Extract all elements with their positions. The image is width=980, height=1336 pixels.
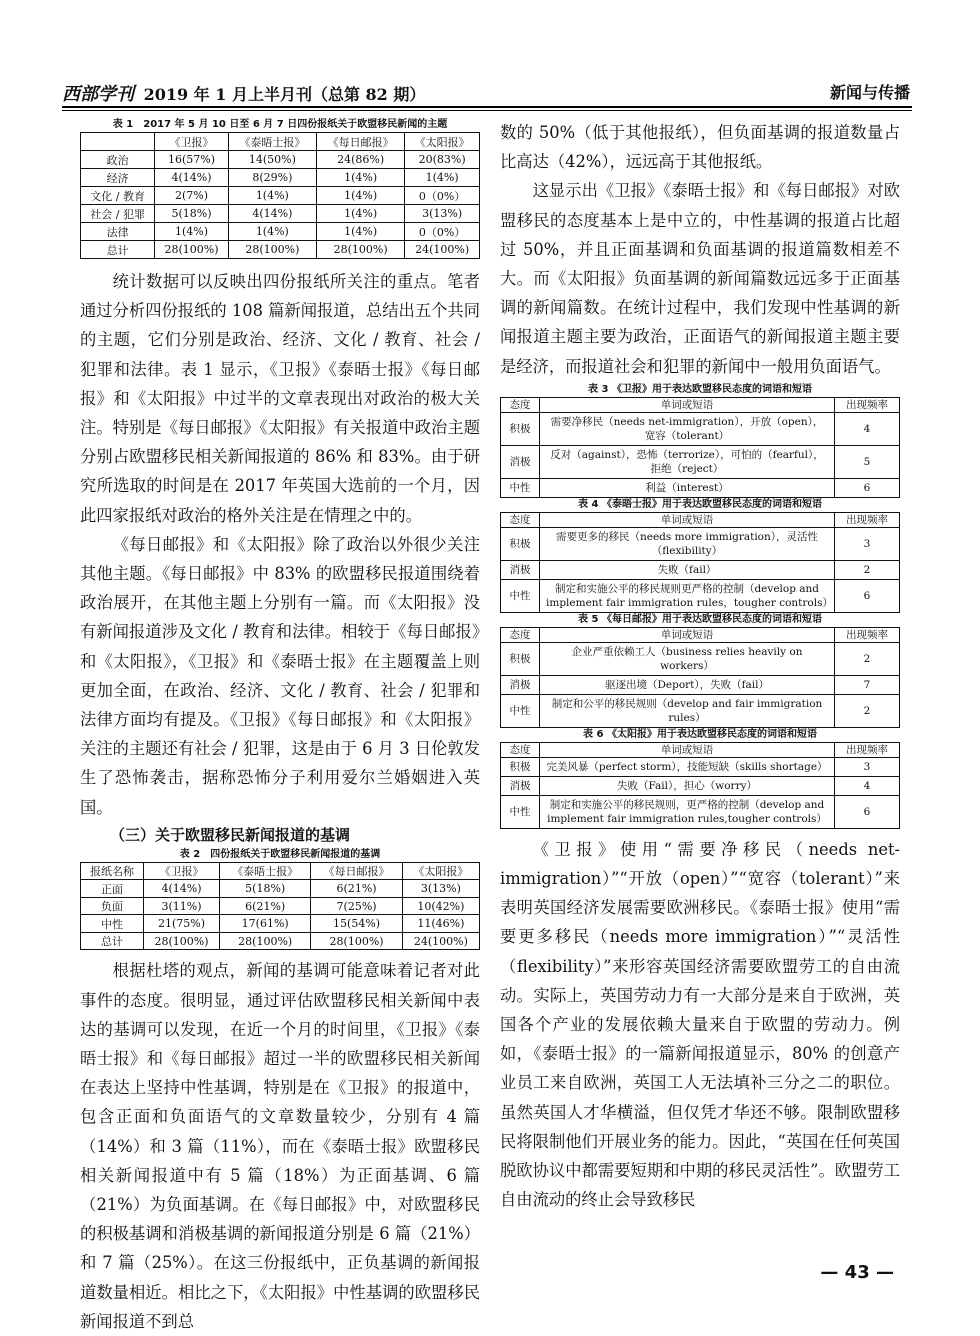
body-paragraph: 《卫报》使用“需要净移民（needs net-immigration）”“开放（open）”“宽容（tolerant）”来表明英国经济发展需要欧洲移民。《泰晤士报》使用“需要更多移民（needs more immigration）”“灵活性（flexibility）”来形容英国经济需要欧盟劳工的自由流动。实际上，英国劳动力有一大部分是来自于欧洲，英国各个产业的发展依赖大量来自于欧盟的劳动力。例如，《泰晤士报》的一篇新闻报道显示，80% 的创意产业员工来自欧洲，英国工人无法填补三分之二的职位。虽然英国人才华横溢，但仅凭才华还不够。限制欧盟移民将限制他们开展业务的能力。因此，“英国在任何英国脱欧协议中都需要短期和中期的移民灵活性”。欧盟劳工自由流动的终止会导致移民 [500, 839, 900, 1210]
body-paragraph: 《每日邮报》和《太阳报》除了政治以外很少关注其他主题。《每日邮报》中 83% 的欧盟移民报道围绕着政治展开，在其他主题上分别有一篇。而《太阳报》没有新闻报道涉及文化 / 教育和法律。相较于《每日邮报》和《太阳报》，《卫报》和《泰晤士报》在主题覆盖上则更加全面，在政治、经济、文化 / 教育、社会 / 犯罪和法律方面均有提及。《卫报》《每日邮报》和《太阳报》关注的主题还有社会 / 犯罪，这是由于 6 月 3 日伦敦发生了恐怖袭击，据称恐怖分子利用爱尔兰婚姻进入英国。 [80, 534, 480, 817]
table-cell: 28(100%) [311, 932, 402, 950]
table-cell: 中性 [501, 694, 540, 727]
table-header-cell: 单词或短语 [540, 512, 835, 527]
body-paragraph: 数的 50%（低于其他报纸），但负面基调的报道数量占比高达（42%），远远高于其他报纸。 [500, 123, 900, 172]
table-cell: 28(100%) [155, 241, 228, 259]
table-cell: 15(54%) [311, 915, 402, 933]
table-row [81, 915, 480, 933]
table-cell: 4 [835, 412, 900, 445]
table-cell: 消极 [501, 776, 540, 795]
table-row [81, 223, 480, 241]
table-cell: 3 [835, 527, 900, 560]
table-cell: 反对（against），恐怖（terrorize），可怕的（fearful），拒绝（reject） [540, 445, 835, 478]
table-header-cell: 报纸名称 [81, 862, 144, 880]
table-cell: 正面 [81, 880, 144, 898]
table-header-row [81, 133, 480, 151]
table2-caption: 表 2 四份报纸关于欧盟移民新闻报道的基调 [179, 848, 381, 860]
table-header-cell: 《每日邮报》 [311, 862, 402, 880]
table-cell: 总计 [81, 932, 144, 950]
table-cell: 3 [835, 757, 900, 776]
table-header-cell: 态度 [501, 627, 540, 642]
table-cell: 14(50%) [228, 151, 316, 169]
table-cell: 8(29%) [228, 169, 316, 187]
section-subheading: （三）关于欧盟移民新闻报道的基调 [110, 825, 351, 844]
table-cell: 文化 / 教育 [81, 187, 155, 205]
table-row [81, 241, 480, 259]
table-cell: 消极 [501, 675, 540, 694]
table-row [81, 151, 480, 169]
table-cell: 1(4%) [155, 223, 228, 241]
table-header-cell: 《泰晤士报》 [228, 133, 316, 151]
table-row [501, 694, 900, 727]
table-cell: 2 [835, 642, 900, 675]
table3-caption: 表 3 《卫报》用于表达欧盟移民态度的词语和短语 [588, 383, 812, 395]
table-header-cell: 出现频率 [835, 512, 900, 527]
table-cell: 政治 [81, 151, 155, 169]
header-rule [62, 106, 912, 108]
table-cell: 中性 [501, 579, 540, 612]
table6 [500, 742, 900, 829]
table-row [81, 932, 480, 950]
table-cell: 4(14%) [144, 880, 220, 898]
table-cell: 1(4%) [228, 187, 316, 205]
table-cell: 6(21%) [311, 880, 402, 898]
table-cell: 6 [835, 579, 900, 612]
table-cell: 利益（interest） [540, 478, 835, 497]
table-row [501, 579, 900, 612]
table-cell: 驱逐出境（Deport），失败（fail） [540, 675, 835, 694]
table-cell: 负面 [81, 897, 144, 915]
section-label: 新闻与传播 [829, 83, 910, 102]
table-cell: 6(21%) [220, 897, 311, 915]
table-cell: 5(18%) [155, 205, 228, 223]
table-header-cell: 态度 [501, 742, 540, 757]
table-cell: 制定和实施公平的移民规则，更严格的控制（develop and implement fair immigration rules,tougher controls） [540, 795, 835, 828]
table-header-cell: 出现频率 [835, 742, 900, 757]
table-cell: 24(100%) [402, 932, 479, 950]
table4-caption: 表 4 《泰晤士报》用于表达欧盟移民态度的词语和短语 [578, 498, 822, 510]
table-row [501, 757, 900, 776]
table-cell: 社会 / 犯罪 [81, 205, 155, 223]
table-header-row [501, 627, 900, 642]
table-cell: 失败（Fail），担心（worry） [540, 776, 835, 795]
body-paragraph: 根据杜塔的观点，新闻的基调可能意味着记者对此事件的态度。很明显，通过评估欧盟移民相关新闻中表达的基调可以发现，在近一个月的时间里，《卫报》《泰晤士报》和《每日邮报》超过一半的欧盟移民相关新闻在表达上坚持中性基调，特别是在《卫报》的报道中，包含正面和负面语气的文章数量较少，分别有 4 篇（14%）和 3 篇（11%），而在《泰晤士报》欧盟移民相关新闻报道中有 5 篇（18%）为正面基调、6 篇（21%）为负面基调。在《每日邮报》中，对欧盟移民的积极基调和消极基调的新闻报道分别是 6 篇（21%）和 7 篇（25%）。在这三份报纸中，正负基调的新闻报道数量相近。相比之下，《太阳报》中性基调的欧盟移民新闻报道不到总 [80, 961, 480, 1331]
table-row [501, 445, 900, 478]
table-cell: 16(57%) [155, 151, 228, 169]
table-cell: 制定和实施公平的移民规则更严格的控制（develop and implement fair immigration rules，tougher controls） [540, 579, 835, 612]
table-cell: 1(4%) [317, 223, 405, 241]
table-cell: 7 [835, 675, 900, 694]
table-cell: 24(100%) [405, 241, 480, 259]
table-cell: 5 [835, 445, 900, 478]
table-cell: 完美风暴（perfect storm），技能短缺（skills shortage） [540, 757, 835, 776]
table-row [81, 187, 480, 205]
table5 [500, 627, 900, 728]
table-cell: 需要更多的移民（needs more immigration），灵活性（flexibility） [540, 527, 835, 560]
table-header-row [81, 862, 480, 880]
table-cell: 28(100%) [220, 932, 311, 950]
journal-logo: 西部学刊 [62, 84, 134, 105]
table-cell: 4(14%) [155, 169, 228, 187]
table-cell: 消极 [501, 445, 540, 478]
table-cell: 4(14%) [228, 205, 316, 223]
table-cell: 1(4%) [405, 169, 480, 187]
page-number: — 43 — [820, 1262, 894, 1283]
table-header-row [501, 742, 900, 757]
table-cell: 需要净移民（needs net-immigration），开放（open），宽容（tolerant） [540, 412, 835, 445]
table-row [81, 897, 480, 915]
table-row [501, 795, 900, 828]
table-cell: 6 [835, 478, 900, 497]
table-cell: 2 [835, 560, 900, 579]
table-row [501, 642, 900, 675]
table-cell: 28(100%) [317, 241, 405, 259]
table-row [501, 675, 900, 694]
table-header-cell: 《泰晤士报》 [220, 862, 311, 880]
table-cell: 1(4%) [317, 205, 405, 223]
table-header-cell: 《卫报》 [155, 133, 228, 151]
table-header-cell: 单词或短语 [540, 742, 835, 757]
table-cell: 经济 [81, 169, 155, 187]
table-cell: 3(13%) [405, 205, 480, 223]
table-header-cell: 《太阳报》 [405, 133, 480, 151]
table-cell: 2 [835, 694, 900, 727]
table-header-cell: 出现频率 [835, 397, 900, 412]
table5-caption: 表 5 《每日邮报》用于表达欧盟移民态度的词语和短语 [578, 613, 822, 625]
table-row [501, 478, 900, 497]
table-cell: 4 [835, 776, 900, 795]
body-paragraph: 这显示出《卫报》《泰晤士报》和《每日邮报》对欧盟移民的态度基本上是中立的，中性基调的报道占比超过 50%，并且正面基调和负面基调的报道篇数相差不大。而《太阳报》负面基调的新闻篇数远远多于正面基调的新闻篇数。在统计过程中，我们发现中性基调的新闻报道主题主要为政治，正面语气的新闻报道主题主要是经济，而报道社会和犯罪的新闻中一般用负面语气。 [500, 181, 900, 376]
table-cell: 消极 [501, 560, 540, 579]
table-cell: 积极 [501, 642, 540, 675]
table-cell: 0（0%） [405, 223, 480, 241]
table-cell: 制定和公平的移民规则（develop and fair immigration rules） [540, 694, 835, 727]
table-cell: 积极 [501, 757, 540, 776]
table-header-cell: 《太阳报》 [402, 862, 479, 880]
table-cell: 0（0%） [405, 187, 480, 205]
table-cell: 10(42%) [402, 897, 479, 915]
table-header-row [501, 397, 900, 412]
table-header-cell: 出现频率 [835, 627, 900, 642]
table-cell: 7(25%) [311, 897, 402, 915]
table-cell: 积极 [501, 412, 540, 445]
running-header [62, 80, 910, 105]
left-column [80, 118, 480, 1336]
table-cell: 企业严重依赖工人（business relies heavily on workers） [540, 642, 835, 675]
table-cell: 11(46%) [402, 915, 479, 933]
table-row [81, 205, 480, 223]
table-header-cell: 《卫报》 [144, 862, 220, 880]
table-row [501, 560, 900, 579]
table-cell: 2(7%) [155, 187, 228, 205]
table-cell: 5(18%) [220, 880, 311, 898]
table-cell: 28(100%) [228, 241, 316, 259]
table-cell: 总计 [81, 241, 155, 259]
table4 [500, 512, 900, 613]
table-cell: 1(4%) [228, 223, 316, 241]
table-cell: 24(86%) [317, 151, 405, 169]
table-row [501, 776, 900, 795]
table-cell: 1(4%) [317, 187, 405, 205]
table-header-cell: 态度 [501, 397, 540, 412]
table-cell: 6 [835, 795, 900, 828]
table6-caption: 表 6 《太阳报》用于表达欧盟移民态度的词语和短语 [583, 728, 817, 740]
table-cell: 1(4%) [317, 169, 405, 187]
table-cell: 21(75%) [144, 915, 220, 933]
table2 [80, 862, 480, 951]
journal-info [62, 80, 425, 106]
table-cell: 中性 [501, 795, 540, 828]
table-cell: 3(11%) [144, 897, 220, 915]
body-paragraph: 统计数据可以反映出四份报纸所关注的重点。笔者通过分析四份报纸的 108 篇新闻报道，总结出五个共同的主题，它们分别是政治、经济、文化 / 教育、社会 / 犯罪和法律。表 1 显示，《卫报》《泰晤士报》《每日邮报》和《太阳报》中过半的文章表现出对政治的极大关注。特别是《每日邮报》《太阳报》有关报道中政治主题分别占欧盟移民相关新闻报道的 86% 和 83%。由于研究所选取的时间是在 2017 年英国大选前的一个月，因此四家报纸对政治的格外关注是在情理之中的。 [80, 272, 480, 525]
table-cell: 17(61%) [220, 915, 311, 933]
table1 [80, 132, 480, 259]
table1-caption: 表 1 2017 年 5 月 10 日至 6 月 7 日四份报纸关于欧盟移民新闻的主题 [112, 119, 448, 130]
table-header-cell: 单词或短语 [540, 627, 835, 642]
table3 [500, 397, 900, 498]
table-header-row [501, 512, 900, 527]
table-header-cell: 单词或短语 [540, 397, 835, 412]
table-row [81, 880, 480, 898]
table-cell: 积极 [501, 527, 540, 560]
table-cell: 中性 [81, 915, 144, 933]
table-row [81, 169, 480, 187]
table-row [501, 527, 900, 560]
table-row [501, 412, 900, 445]
table-cell: 法律 [81, 223, 155, 241]
table-cell: 3(13%) [402, 880, 479, 898]
table-header-cell: 态度 [501, 512, 540, 527]
table-cell: 28(100%) [144, 932, 220, 950]
issue-label: 2019 年 1 月上半月刊（总第 82 期） [143, 85, 426, 104]
header-rule-thin [62, 110, 912, 111]
table-cell: 20(83%) [405, 151, 480, 169]
table-header-cell [81, 133, 155, 151]
right-column [500, 118, 900, 1214]
table-header-cell: 《每日邮报》 [317, 133, 405, 151]
table-cell: 失败（fail） [540, 560, 835, 579]
table-cell: 中性 [501, 478, 540, 497]
